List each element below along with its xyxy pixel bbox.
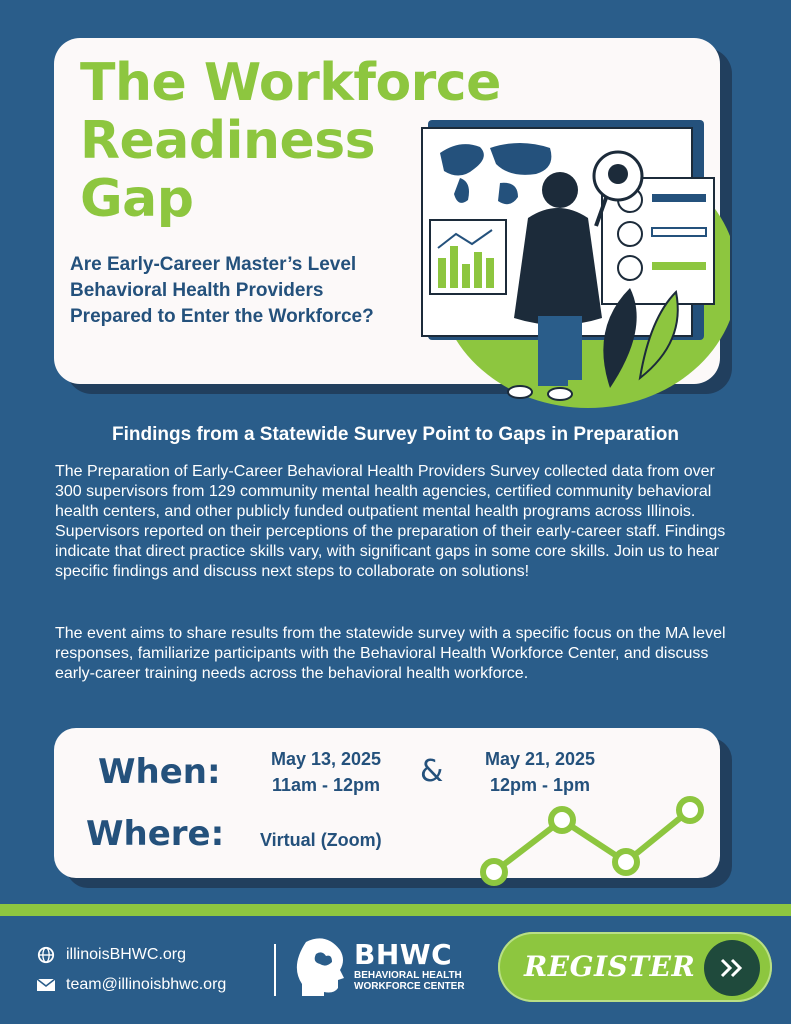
findings-paragraph-2: The event aims to share results from the statewide survey with a specific focus on the MA level responses, familiarize participants with the Behavioral Health Workforce Center, and discuss early-career training needs across the behavioral health workforce. bbox=[55, 625, 726, 682]
event-location: Virtual (Zoom) bbox=[260, 830, 382, 850]
findings-paragraph-1: The Preparation of Early-Career Behavioral Health Providers Survey collected data from over 300 supervisors from 129 community mental health agencies, certified community behavioral health centers, and other publicly funded outpatient mental health programs across Illinois. Supervisors reported on their perceptions of the preparation of their early-career staff. Findings indicate that direct practice skills vary, with significant gaps in some core skills. Join us to hear specific findings and discuss next steps to collaborate on solutions! bbox=[55, 463, 726, 580]
logo-name: BHWC bbox=[354, 938, 453, 971]
email-link[interactable] bbox=[36, 976, 226, 994]
logo-sub-2: WORKFORCE CENTER bbox=[354, 981, 465, 992]
register-button[interactable] bbox=[498, 932, 772, 1002]
envelope-icon bbox=[36, 976, 56, 994]
trend-line-decoration bbox=[470, 790, 720, 890]
ampersand: & bbox=[420, 754, 444, 789]
session-1-time: 11am - 12pm bbox=[271, 775, 381, 795]
head-profile-icon bbox=[296, 936, 348, 996]
bhwc-logo bbox=[296, 936, 465, 996]
where-label: Where: bbox=[86, 814, 225, 854]
findings-heading: Findings from a Statewide Survey Point to Gaps in Preparation bbox=[112, 424, 679, 445]
website-text[interactable]: illinoisBHWC.org bbox=[66, 946, 187, 963]
page-subtitle: Are Early-Career Master’s Level Behavioral Health Providers Prepared to Enter the Workforce? bbox=[70, 254, 374, 327]
researcher-dashboard-illustration bbox=[420, 108, 730, 413]
title-line-2: Readiness bbox=[80, 111, 376, 171]
footer-divider-bar bbox=[0, 904, 791, 916]
globe-icon bbox=[36, 946, 56, 964]
register-label[interactable]: REGISTER bbox=[524, 950, 696, 983]
website-link[interactable] bbox=[36, 946, 186, 964]
session-2-time: 12pm - 1pm bbox=[489, 775, 591, 795]
double-chevron-right-icon[interactable] bbox=[704, 940, 760, 996]
when-label: When: bbox=[98, 752, 221, 792]
footer-separator bbox=[274, 944, 276, 996]
session-2-date: May 21, 2025 bbox=[484, 749, 596, 769]
email-text[interactable]: team@illinoisbhwc.org bbox=[66, 976, 227, 993]
session-1-date: May 13, 2025 bbox=[270, 749, 382, 769]
title-line-3: Gap bbox=[80, 169, 194, 229]
title-line-1: The Workforce bbox=[80, 53, 501, 113]
session-1 bbox=[248, 746, 404, 798]
logo-sub-1: BEHAVIORAL HEALTH bbox=[354, 970, 462, 981]
